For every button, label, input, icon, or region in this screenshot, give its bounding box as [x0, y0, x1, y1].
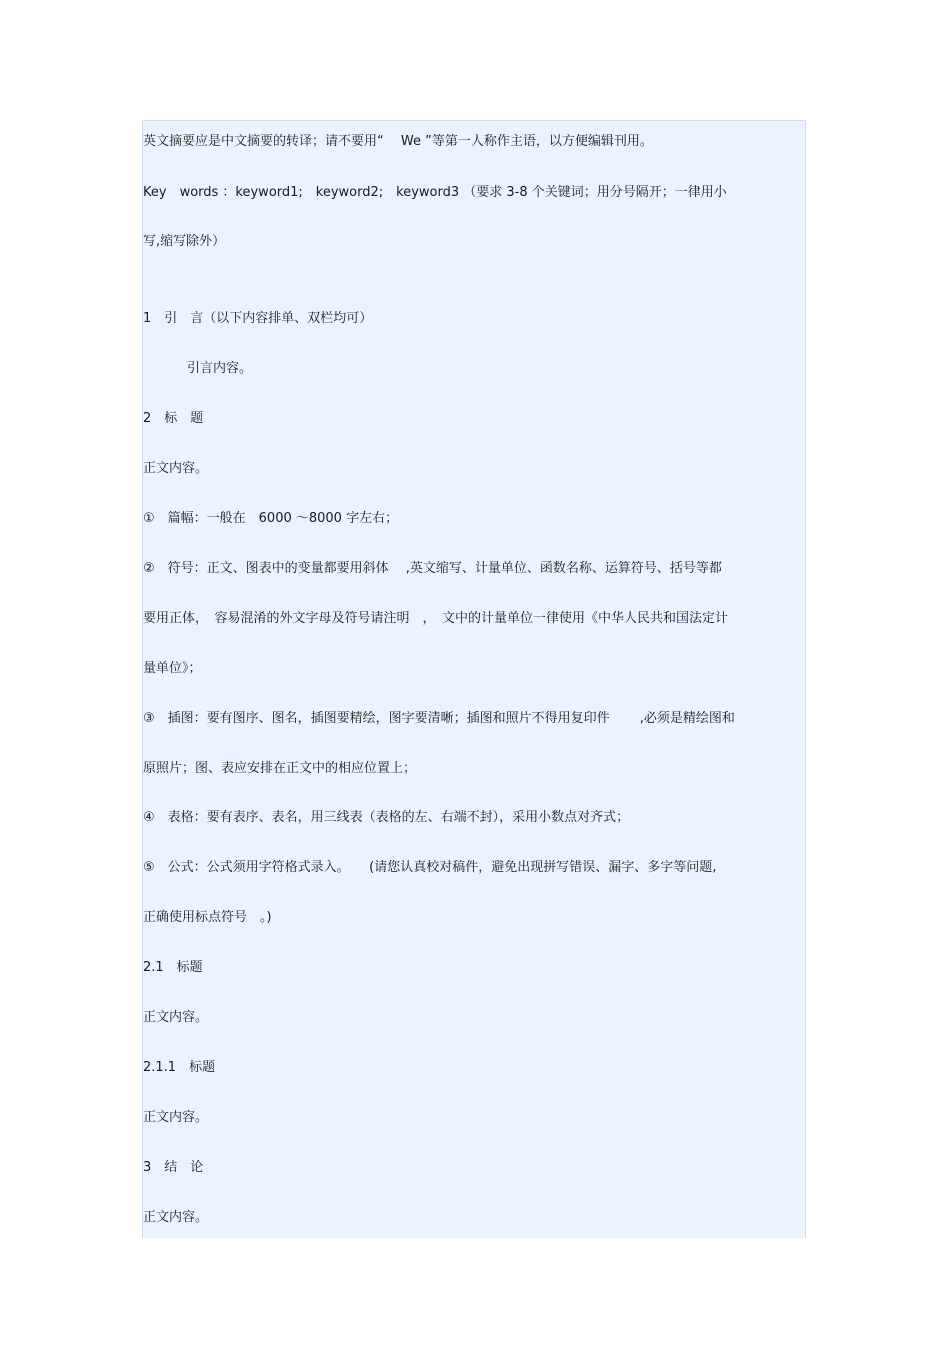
body-text-conclusion: 正文内容。 [143, 1210, 209, 1225]
rule-1-length: ① 篇幅：一般在 6000 ～8000 字左右； [143, 511, 399, 526]
heading-2-1-1: 2.1.1 标题 [143, 1060, 216, 1075]
rule-2-symbols-cont: 要用正体， 容易混淆的外文字母及符号请注明 ， 文中的计量单位一律使用《中华人民共和国法定计 [143, 611, 729, 626]
rule-5-formulas: ⑤ 公式：公式须用字符格式录入。 (请您认真校对稿件，避免出现拼写错误、漏字、多字等问题, [143, 860, 717, 875]
rule-3-figures: ③ 插图：要有图序、图名，插图要精绘，图字要清晰；插图和照片不得用复印件 ,必须是精绘图和 [143, 711, 735, 726]
introduction-content: 引言内容。 [187, 361, 253, 376]
body-text-2-1: 正文内容。 [143, 1010, 209, 1025]
keywords-line-cont: 写,缩写除外） [143, 234, 226, 249]
heading-conclusion: 3 结 论 [143, 1160, 204, 1175]
body-text: 正文内容。 [143, 461, 209, 476]
rule-5-formulas-cont: 正确使用标点符号 。) [143, 910, 272, 925]
rule-2-symbols-end: 量单位》； [143, 661, 202, 676]
rule-2-symbols: ② 符号：正文、图表中的变量都要用斜体 ,英文缩写、计量单位、函数名称、运算符号、括号等都 [143, 561, 722, 576]
heading-2-1: 2.1 标题 [143, 960, 203, 975]
heading-introduction: 1 引 言（以下内容排单、双栏均可） [143, 311, 373, 326]
heading-2-title: 2 标 题 [143, 411, 204, 426]
document-content-box [142, 120, 806, 1238]
rule-4-tables: ④ 表格：要有表序、表名，用三线表（表格的左、右端不封），采用小数点对齐式； [143, 810, 630, 825]
rule-3-figures-cont: 原照片；图、表应安排在正文中的相应位置上； [143, 761, 417, 776]
body-text-2-1-1: 正文内容。 [143, 1110, 209, 1125]
abstract-note: 英文摘要应是中文摘要的转译；请不要用“ We ”等第一人称作主语，以方便编辑刊用。 [143, 134, 653, 149]
keywords-line: Key words ：keyword1; keyword2; keyword3 （要求 3-8 个关键词；用分号隔开；一律用小 [143, 185, 727, 200]
